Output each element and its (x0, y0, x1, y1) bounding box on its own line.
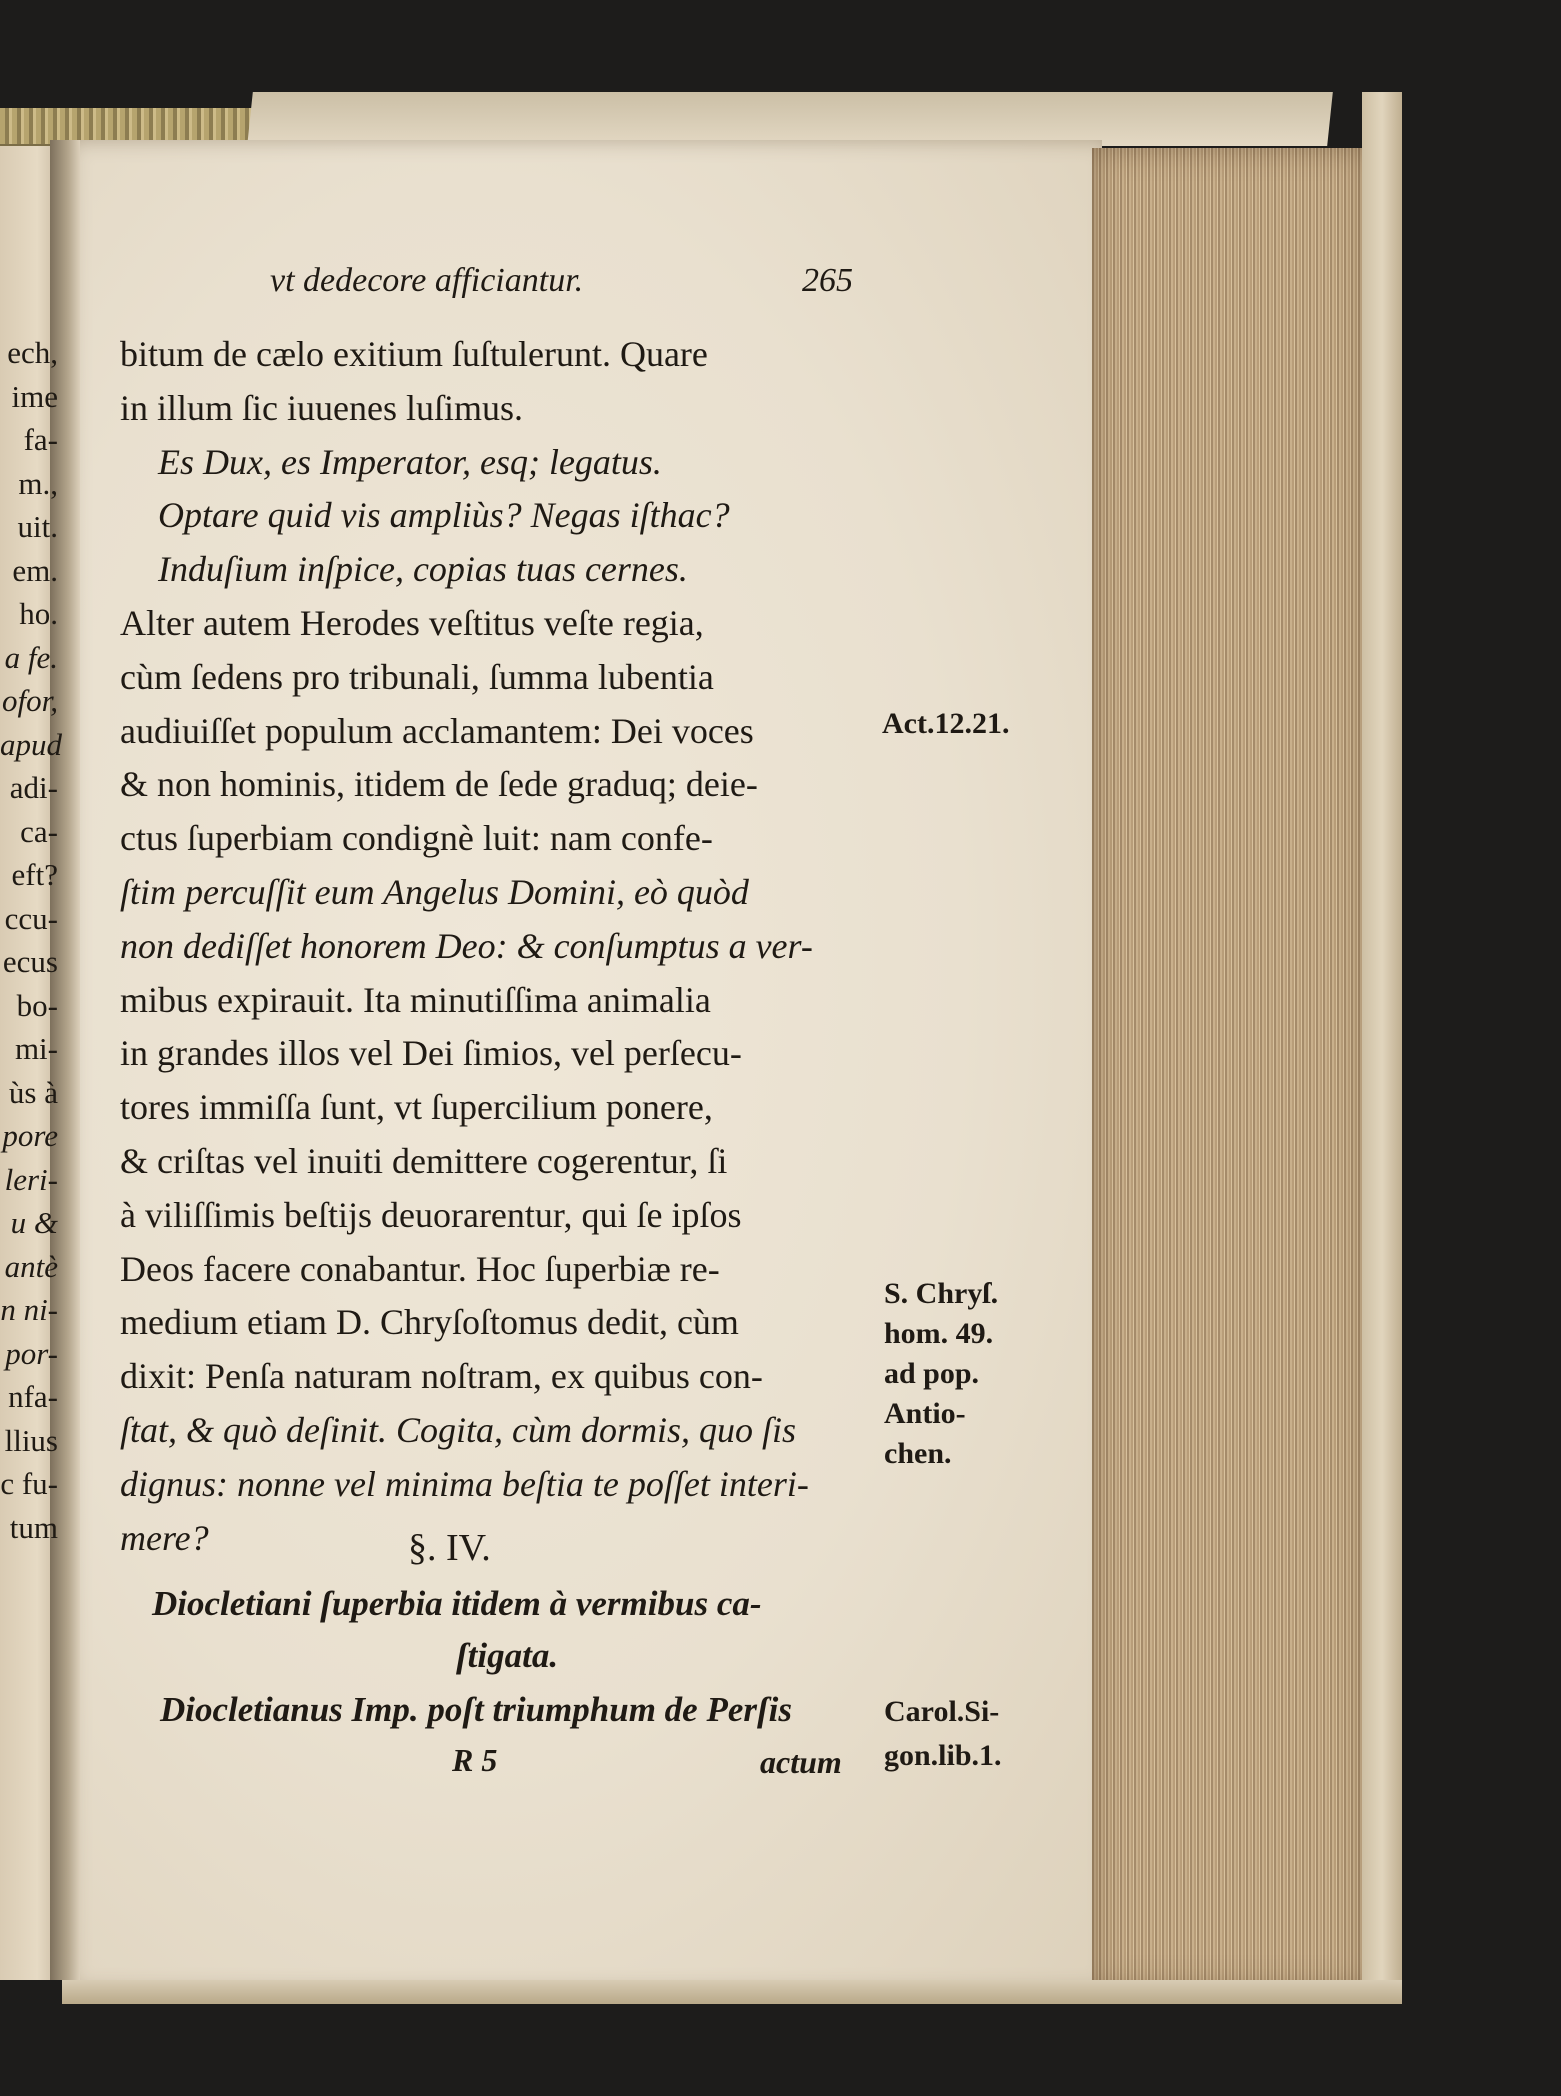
body-line: medium etiam D. Chryſoſtomus dedit, cùm (120, 1302, 739, 1343)
left-page-fragment: pore (2, 1118, 58, 1153)
left-page-fragment: ecus (2, 944, 58, 979)
left-page-fragment: nfa- (8, 1379, 58, 1414)
page-fore-edge (1092, 148, 1367, 1988)
body-line: dixit: Penſa naturam noſtram, ex quibus con- (120, 1356, 763, 1397)
margin-note-chrys-1: S. Chryſ. (884, 1277, 999, 1310)
left-page-fragment: leri- (4, 1161, 58, 1197)
left-page-fragment: ca- (20, 813, 58, 849)
left-page-fragment: antè (4, 1248, 58, 1284)
body-line: dignus: nonne vel minima beſtia te poſſet interi- (120, 1463, 809, 1504)
left-page-fragment: u & (10, 1205, 58, 1240)
margin-note-carol-1: Carol.Si- (884, 1695, 1000, 1728)
left-page-fragment: m., (18, 465, 58, 501)
body-line: mibus expirauit. Ita minutiſſima animalia (120, 979, 711, 1020)
body-line: ſtat, & quò deſinit. Cogita, cùm dormis, quo ſis (120, 1410, 797, 1450)
body-line: ctus ſuperbiam condignè luit: nam confe- (120, 818, 713, 859)
left-page-fragment: adi- (9, 770, 58, 805)
body-line: Alter autem Herodes veſtitus veſte regia, (120, 603, 704, 643)
left-page-fragment: ofor, (2, 683, 58, 718)
book-top-edge (247, 92, 1333, 146)
left-page-fragment: ccu- (4, 900, 58, 936)
body-line: ſtim percuſſit eum Angelus Domini, eò quòd (120, 872, 749, 912)
left-page-fragment: a fe. (4, 639, 58, 675)
book-bottom-edge (62, 1980, 1402, 2004)
body-line: à viliſſimis beſtijs deuorarentur, qui ſe ipſos (120, 1194, 742, 1235)
body-line: bitum de cælo exitium ſuſtulerunt. Quare (120, 334, 708, 374)
body-line: mere? (120, 1517, 209, 1558)
body-line: in grandes illos vel Dei ſimios, vel perſecu- (120, 1033, 742, 1074)
margin-note-carol-2: gon.lib.1. (884, 1739, 1002, 1772)
left-page-fragment: mi- (14, 1031, 58, 1066)
margin-note-acts: Act.12.21. (882, 707, 1010, 740)
body-line: tores immiſſa ſunt, vt ſupercilium ponere, (120, 1087, 713, 1128)
margin-note-chrys-2: hom. 49. (884, 1317, 994, 1350)
margin-note-chrys-3: ad pop. (884, 1357, 980, 1390)
left-page-fragment: ech, (7, 335, 58, 370)
left-page-fragment: ho. (19, 596, 58, 631)
body-line: cùm ſedens pro tribunali, ſumma lubentia (120, 656, 714, 697)
book-cover-edge (1362, 92, 1402, 1992)
body-line: Deos facere conabantur. Hoc ſuperbiæ re- (120, 1248, 720, 1289)
section-title-line-2: ſtigata. (456, 1636, 559, 1675)
body-line: Induſium inſpice, copias tuas cernes. (158, 549, 688, 590)
body-line: non dediſſet honorem Deo: & conſumptus a ver- (120, 925, 813, 966)
body-line: Optare quid vis ampliùs? Negas iſthac? (158, 495, 730, 536)
left-page-fragment: c fu- (0, 1466, 58, 1501)
section-heading: §. IV. (408, 1527, 491, 1569)
margin-note-chrys-5: chen. (884, 1437, 952, 1470)
left-page-fragment: n ni- (0, 1292, 58, 1327)
section-title-line-1: Diocletiani ſuperbia itidem à vermibus ca- (152, 1584, 762, 1623)
body-line: Es Dux, es Imperator, esq; legatus. (158, 441, 662, 482)
body-line: & non hominis, itidem de ſede graduq; deie- (120, 764, 758, 805)
left-page-fragment: ùs à (8, 1074, 58, 1110)
left-page-fragment: tum (9, 1509, 58, 1545)
left-page-fragment: eft? (11, 857, 58, 892)
running-head: vt dedecore afficiantur. (270, 262, 584, 299)
left-page-fragment: llius (4, 1422, 58, 1458)
catchword: actum (760, 1744, 842, 1780)
left-page-fragment: por- (5, 1335, 58, 1371)
left-page-fragment: ime (11, 378, 58, 414)
left-page-fragment: em. (12, 552, 58, 588)
margin-note-chrys-4: Antio- (884, 1397, 966, 1430)
body-line-last: Diocletianus Imp. poſt triumphum de Perſis (160, 1690, 792, 1729)
left-page-fragment: bo- (16, 987, 58, 1023)
left-page-fragment: apud (0, 726, 62, 762)
body-line: & criſtas vel inuiti demittere cogerentur, ſi (120, 1141, 728, 1181)
page-number: 265 (802, 262, 853, 299)
signature-mark: R 5 (452, 1742, 498, 1778)
left-page-fragment: uit. (17, 509, 58, 544)
body-line: in illum ſic iuuenes luſimus. (120, 387, 523, 428)
body-line: audiuiſſet populum acclamantem: Dei voces (120, 710, 754, 751)
left-page-fragment: fa- (23, 422, 58, 457)
